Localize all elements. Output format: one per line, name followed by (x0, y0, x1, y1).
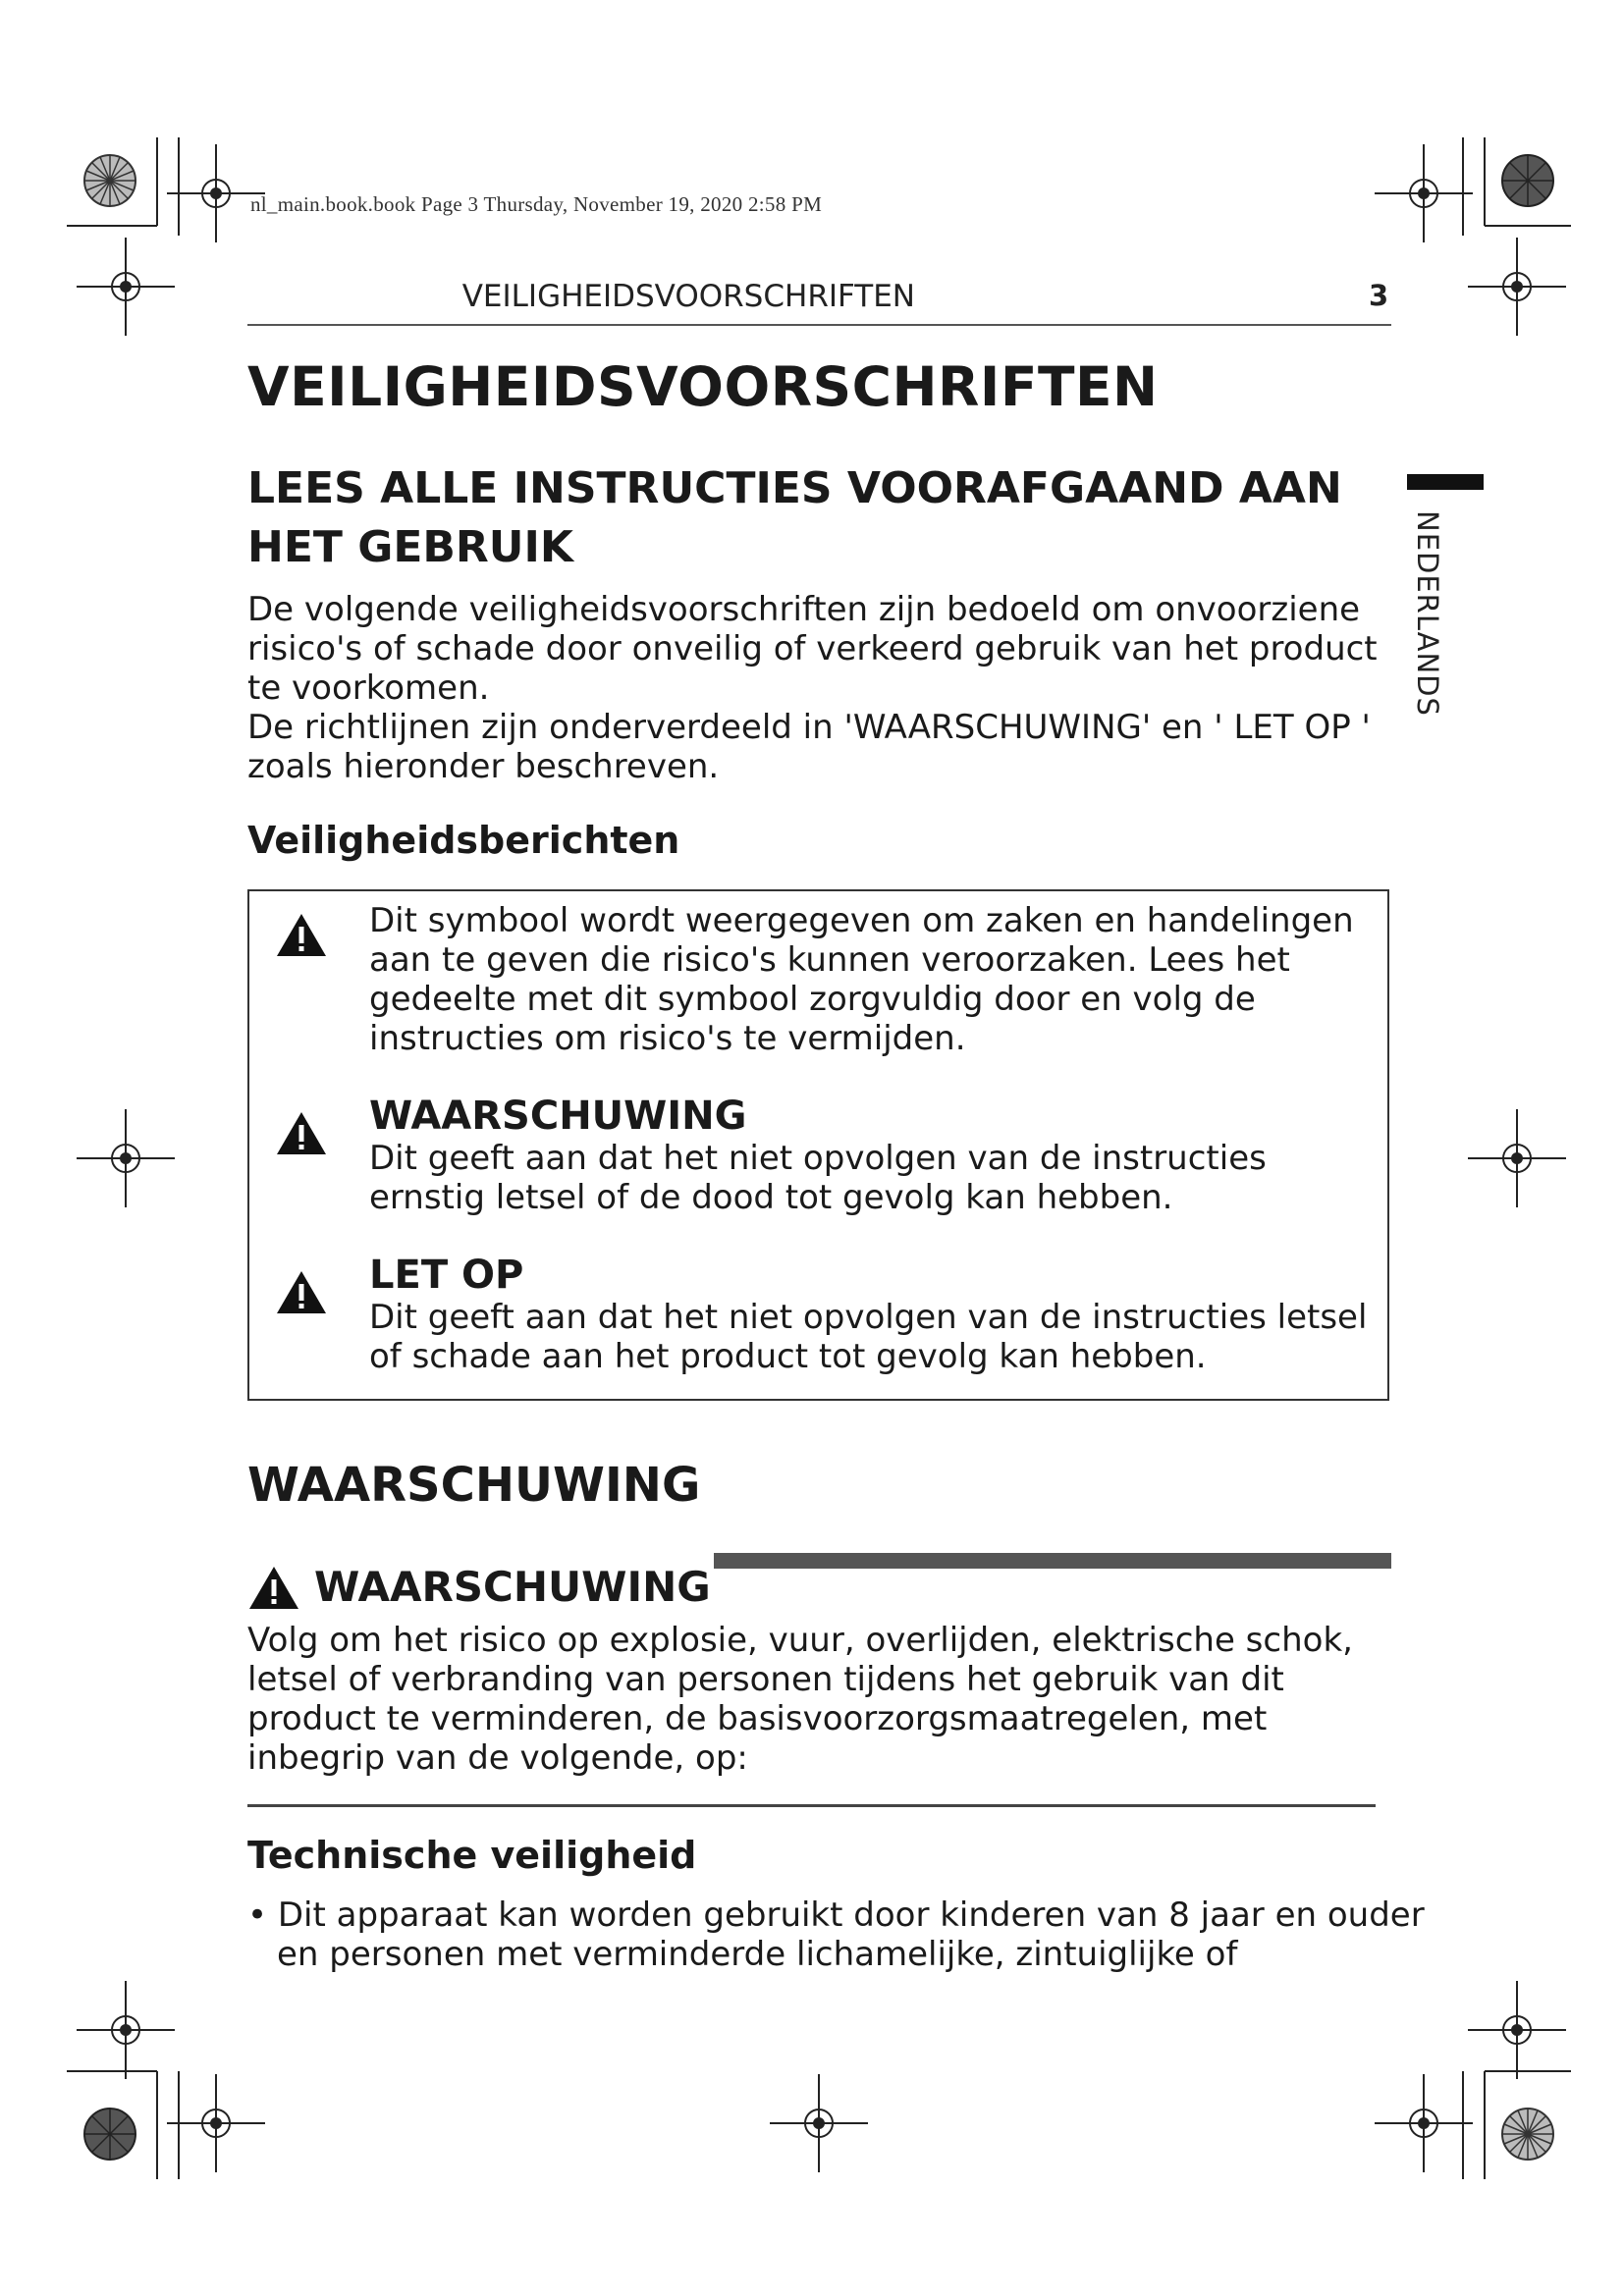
safety-message-caution-title: LET OP (369, 1253, 524, 1298)
warning-section-heading: WAARSCHUWING (247, 1458, 701, 1513)
page-title: VEILIGHEIDSVOORSCHRIFTEN (247, 355, 1159, 418)
warning-text: Volg om het risico op explosie, vuur, overlijden, elektrische schok, letsel of verbranding van personen tijdens het gebruik van dit product te verminderen, de basisvoorzorgsmaatregelen, met inbegrip van de volgende, op: (247, 1621, 1353, 1778)
intro-paragraph-1: De volgende veiligheidsvoorschriften zijn bedoeld om onvoorziene risico's of schade door onveilig of verkeerd gebruik van het product te voorkomen. (247, 590, 1378, 708)
safety-messages-heading: Veiligheidsberichten (247, 819, 680, 862)
page-number: 3 (1369, 279, 1389, 312)
running-header-title: VEILIGHEIDSVOORSCHRIFTEN (461, 279, 915, 314)
warning-bar (714, 1553, 1391, 1569)
intro-paragraph-2: De richtlijnen zijn onderverdeeld in 'WAARSCHUWING' en ' LET OP ' zoals hieronder beschreven. (247, 708, 1371, 786)
language-tab-label: NEDERLANDS (1411, 510, 1444, 717)
header-rule (247, 324, 1391, 326)
safety-message-caution-text: Dit geeft aan dat het niet opvolgen van de instructies letsel of schade aan het product tot gevolg kan hebben. (369, 1298, 1368, 1376)
print-slug: nl_main.book.book Page 3 Thursday, November 19, 2020 2:58 PM (250, 192, 823, 216)
section-heading-read-instructions: LEES ALLE INSTRUCTIES VOORAFGAAND AAN HET GEBRUIK (247, 463, 1342, 572)
safety-message-symbol-text: Dit symbool wordt weergegeven om zaken en handelingen aan te geven die risico's kunnen veroorzaken. Lees het gedeelte met dit symbool zorgvuldig door en volg de instructies om risico's te vermijden. (369, 901, 1354, 1058)
warning-triangle-icon (275, 1109, 328, 1156)
technical-safety-heading: Technische veiligheid (247, 1834, 697, 1877)
safety-message-warning-title: WAARSCHUWING (369, 1094, 747, 1139)
intro-text (247, 590, 1406, 786)
section-divider (247, 1804, 1376, 1807)
bullet-line-1: • Dit apparaat kan worden gebruikt door kinderen van 8 jaar en ouder (247, 1896, 1425, 1935)
bullet-item (247, 1896, 1425, 1974)
warning-triangle-icon (275, 911, 328, 958)
language-tab-bar (1407, 474, 1484, 490)
safety-message-warning-text: Dit geeft aan dat het niet opvolgen van de instructies ernstig letsel of de dood tot gevolg kan hebben. (369, 1139, 1267, 1217)
warning-triangle-icon (247, 1564, 300, 1611)
safety-messages-box (247, 889, 1389, 1401)
warning-triangle-icon (275, 1268, 328, 1315)
bullet-line-2: en personen met verminderde lichamelijke, zintuiglijke of (277, 1935, 1238, 1974)
warning-label-text: WAARSCHUWING (314, 1563, 711, 1611)
warning-label (247, 1563, 711, 1611)
